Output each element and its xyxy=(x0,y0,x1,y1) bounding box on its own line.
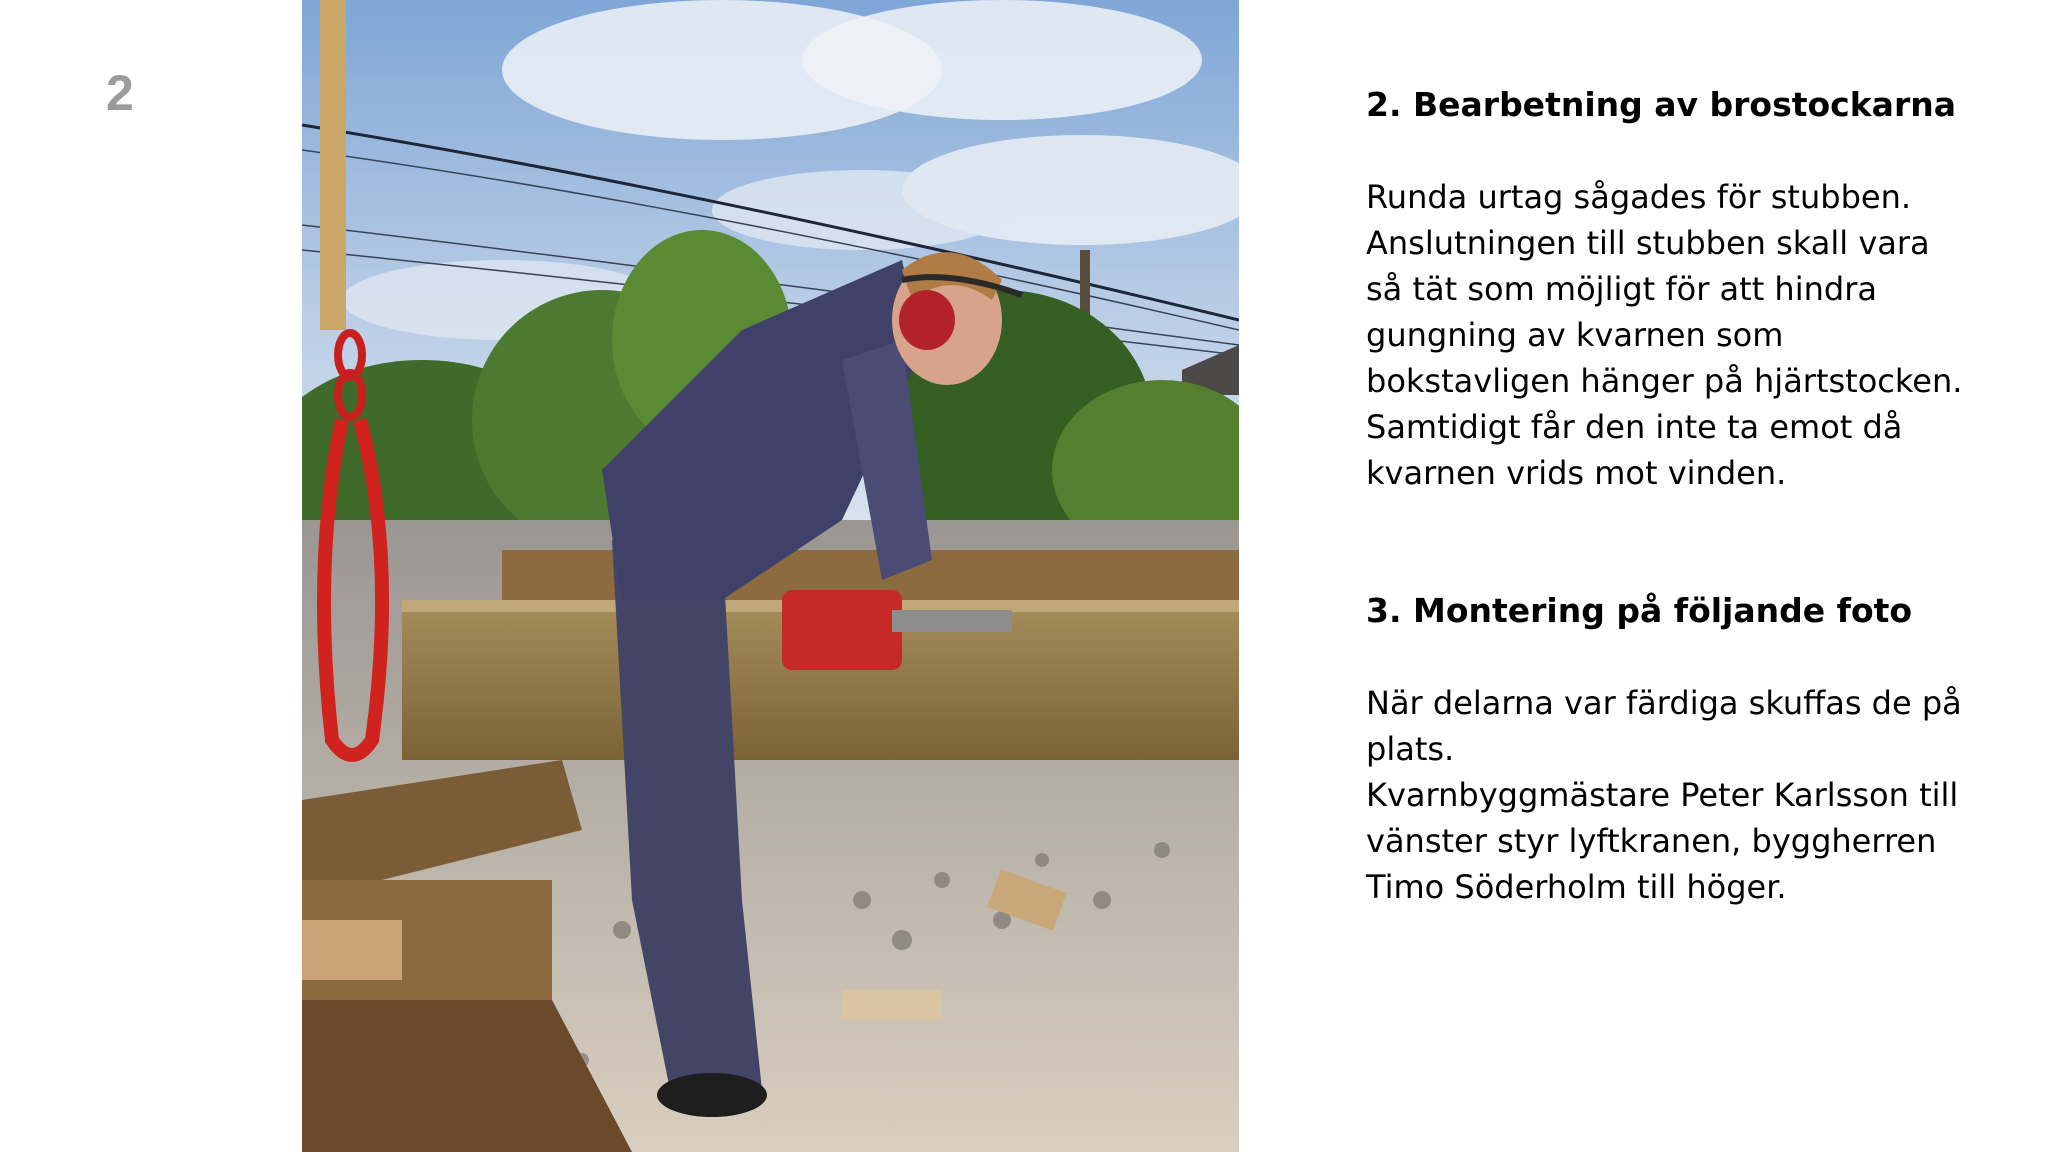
text-column xyxy=(1366,82,2006,910)
slide-number: 2 xyxy=(106,65,134,121)
spacer xyxy=(1366,496,2006,588)
section-body-processing: Runda urtag sågades för stubben. Anslutningen till stubben skall vara så tät som möjligt för att hindra gungning av kvarnen som bokstavligen hänger på hjärtstocken. Samtidigt får den inte ta emot då kvarnen vrids mot vinden. xyxy=(1366,178,1963,492)
spacer xyxy=(1366,128,2006,174)
photo-illustration xyxy=(302,0,1239,1152)
section-body-assembly: När delarna var färdiga skuffas de på plats. Kvarnbyggmästare Peter Karlsson till vänster styr lyftkranen, byggherren Timo Söderholm till höger. xyxy=(1366,684,1962,906)
section-heading-processing: 2. Bearbetning av brostockarna xyxy=(1366,85,1956,124)
photo-chainsaw-worker xyxy=(302,0,1239,1152)
spacer xyxy=(1366,634,2006,680)
section-heading-assembly: 3. Montering på följande foto xyxy=(1366,591,1913,630)
